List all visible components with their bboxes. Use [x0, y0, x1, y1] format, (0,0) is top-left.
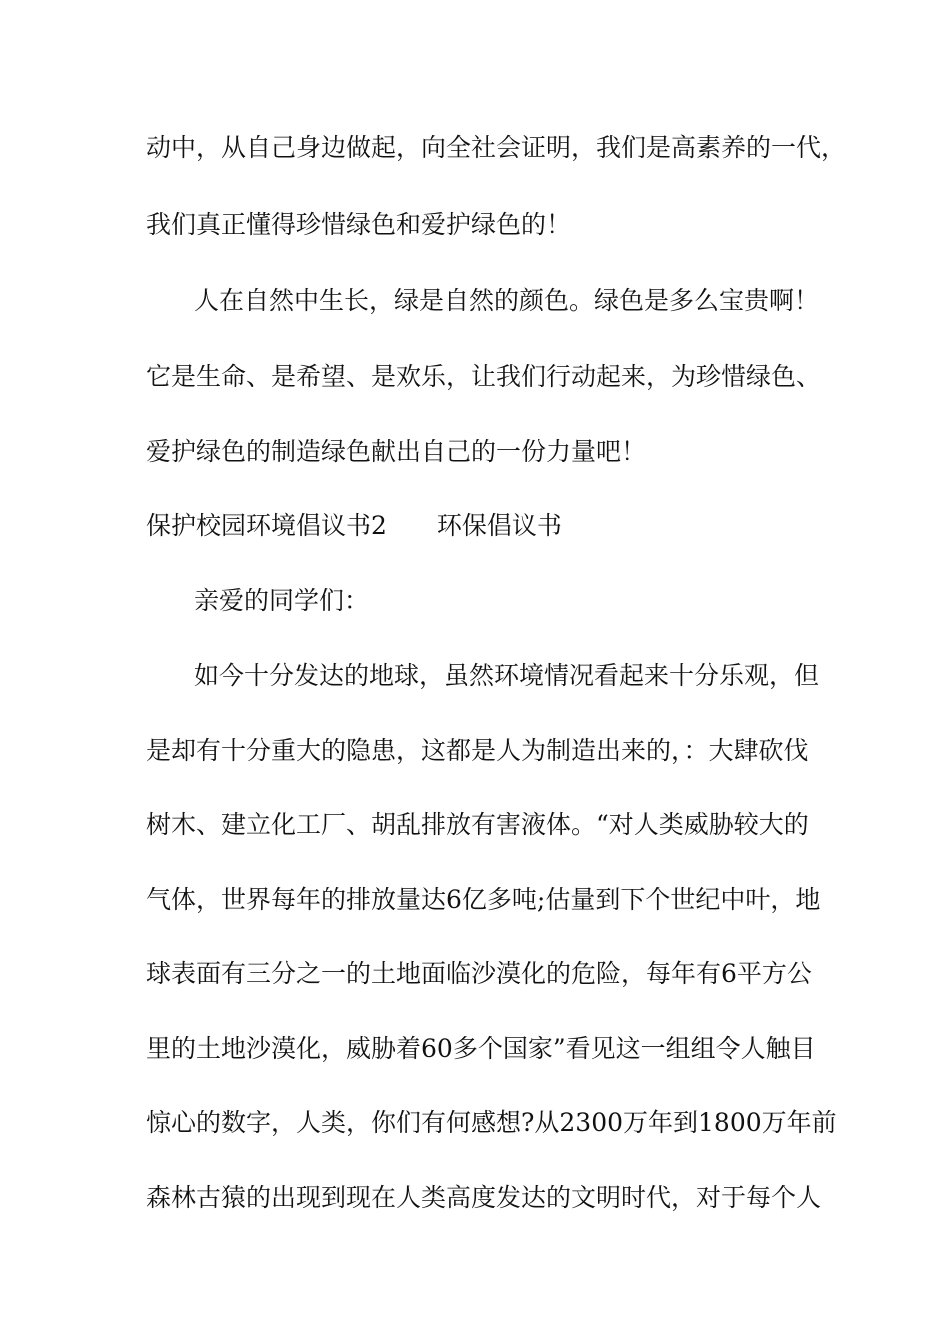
text-line-13: 里的土地沙漠化，威胁着60多个国家”看见这一组组令人触目	[146, 1034, 816, 1063]
text-line-4: 它是生命、是希望、是欢乐，让我们行动起来，为珍惜绿色、	[146, 362, 822, 391]
paragraph-start-line-8: 如今十分发达的地球，虽然环境情况看起来十分乐观，但	[194, 661, 820, 690]
text-line-14: 惊心的数字，人类，你们有何感想?从2300万年到1800万年前	[146, 1108, 837, 1137]
text-line-12: 球表面有三分之一的土地面临沙漠化的危险，每年有6平方公	[146, 959, 812, 988]
text-line-9: 是却有十分重大的隐患，这都是人为制造出来的，：大肆砍伐	[146, 736, 809, 765]
paragraph-start-line-3: 人在自然中生长，绿是自然的颜色。绿色是多么宝贵啊！	[194, 286, 820, 315]
text-line-15: 森林古猿的出现到现在人类高度发达的文明时代，对于每个人	[146, 1183, 822, 1212]
section-heading: 保护校园环境倡议书2 环保倡议书	[146, 511, 562, 540]
text-line-10: 树木、建立化工厂、胡乱排放有害液体。“对人类威胁较大的	[146, 810, 809, 839]
text-line-2: 我们真正懂得珍惜绿色和爱护绿色的！	[146, 210, 572, 239]
text-line-5: 爱护绿色的制造绿色献出自己的一份力量吧！	[146, 437, 647, 466]
salutation: 亲爱的同学们：	[194, 586, 370, 615]
text-line-11: 气体，世界每年的排放量达6亿多吨;估量到下个世纪中叶，地	[146, 885, 821, 914]
text-line-1: 动中，从自己身边做起，向全社会证明，我们是高素养的一代，	[146, 133, 847, 162]
